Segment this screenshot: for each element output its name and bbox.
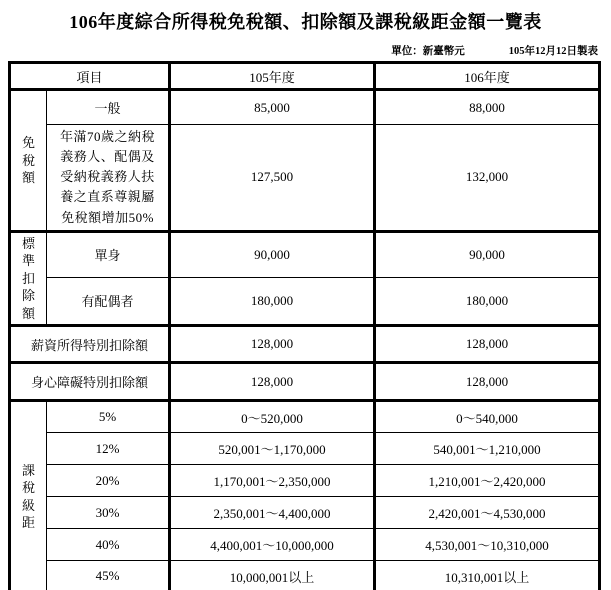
bracket-range-40-106: 4,530,001～10,310,000	[375, 529, 600, 561]
unit-label: 單位：新臺幣元	[391, 46, 465, 57]
header-row	[10, 63, 600, 90]
row-bracket-5	[10, 401, 600, 433]
bracket-range-20-105: 1,170,001～2,350,000	[170, 465, 375, 497]
value-age70-106: 132,000	[375, 125, 600, 232]
value-disability-106: 128,000	[375, 363, 600, 401]
header-year-106: 106年度	[375, 63, 600, 90]
section-label-exemption-text: 免稅額	[21, 135, 35, 186]
bracket-rate-12: 12%	[47, 433, 170, 465]
value-single-105: 90,000	[170, 231, 375, 277]
item-label-age70: 年滿70歲之納稅義務人、配偶及受納稅義務人扶養之直系尊親屬免稅額增加50%	[47, 125, 170, 232]
item-label-disability-deduction: 身心障礙特別扣除額	[10, 363, 170, 401]
item-label-single: 單身	[47, 231, 170, 277]
row-disability-special-deduction	[10, 363, 600, 401]
bracket-range-12-106: 540,001～1,210,000	[375, 433, 600, 465]
value-disability-105: 128,000	[170, 363, 375, 401]
section-label-standard-deduction	[10, 231, 47, 326]
bracket-range-45-106: 10,310,001以上	[375, 561, 600, 590]
row-exemption-age70	[10, 125, 600, 232]
bracket-range-20-106: 1,210,001～2,420,000	[375, 465, 600, 497]
value-salary-105: 128,000	[170, 326, 375, 363]
bracket-rate-20: 20%	[47, 465, 170, 497]
prepared-date-label: 105年12月12日製表	[508, 46, 598, 57]
value-age70-105: 127,500	[170, 125, 375, 232]
value-married-106: 180,000	[375, 277, 600, 326]
row-bracket-40	[10, 529, 600, 561]
header-item: 項目	[10, 63, 170, 90]
page-title: 106年度綜合所得稅免稅額、扣除額及課稅級距金額一覽表	[69, 12, 542, 32]
item-label-general: 一般	[47, 90, 170, 125]
row-salary-special-deduction	[10, 326, 600, 363]
bracket-range-30-106: 2,420,001～4,530,000	[375, 497, 600, 529]
value-married-105: 180,000	[170, 277, 375, 326]
section-label-tax-brackets-text: 課稅級距	[21, 462, 35, 531]
bracket-range-5-105: 0～520,000	[170, 401, 375, 433]
row-deduction-married	[10, 277, 600, 326]
bracket-rate-45: 45%	[47, 561, 170, 590]
row-bracket-20	[10, 465, 600, 497]
bracket-range-5-106: 0～540,000	[375, 401, 600, 433]
row-deduction-single	[10, 231, 600, 277]
bracket-range-40-105: 4,400,001～10,000,000	[170, 529, 375, 561]
value-salary-106: 128,000	[375, 326, 600, 363]
item-label-married: 有配偶者	[47, 277, 170, 326]
item-label-salary-deduction: 薪資所得特別扣除額	[10, 326, 170, 363]
bracket-range-30-105: 2,350,001～4,400,000	[170, 497, 375, 529]
section-label-exemption	[10, 90, 47, 232]
section-label-tax-brackets	[10, 401, 47, 590]
value-single-106: 90,000	[375, 231, 600, 277]
row-bracket-45	[10, 561, 600, 590]
row-exemption-general	[10, 90, 600, 125]
bracket-rate-5: 5%	[47, 401, 170, 433]
header-year-105: 105年度	[170, 63, 375, 90]
bracket-range-45-105: 10,000,001以上	[170, 561, 375, 590]
value-general-106: 88,000	[375, 90, 600, 125]
meta-line	[8, 43, 598, 58]
bracket-rate-40: 40%	[47, 529, 170, 561]
section-label-standard-deduction-text: 標準扣除額	[21, 235, 35, 321]
bracket-rate-30: 30%	[47, 497, 170, 529]
tax-summary-table	[8, 61, 601, 590]
value-general-105: 85,000	[170, 90, 375, 125]
row-bracket-30	[10, 497, 600, 529]
bracket-range-12-105: 520,001～1,170,000	[170, 433, 375, 465]
row-bracket-12	[10, 433, 600, 465]
